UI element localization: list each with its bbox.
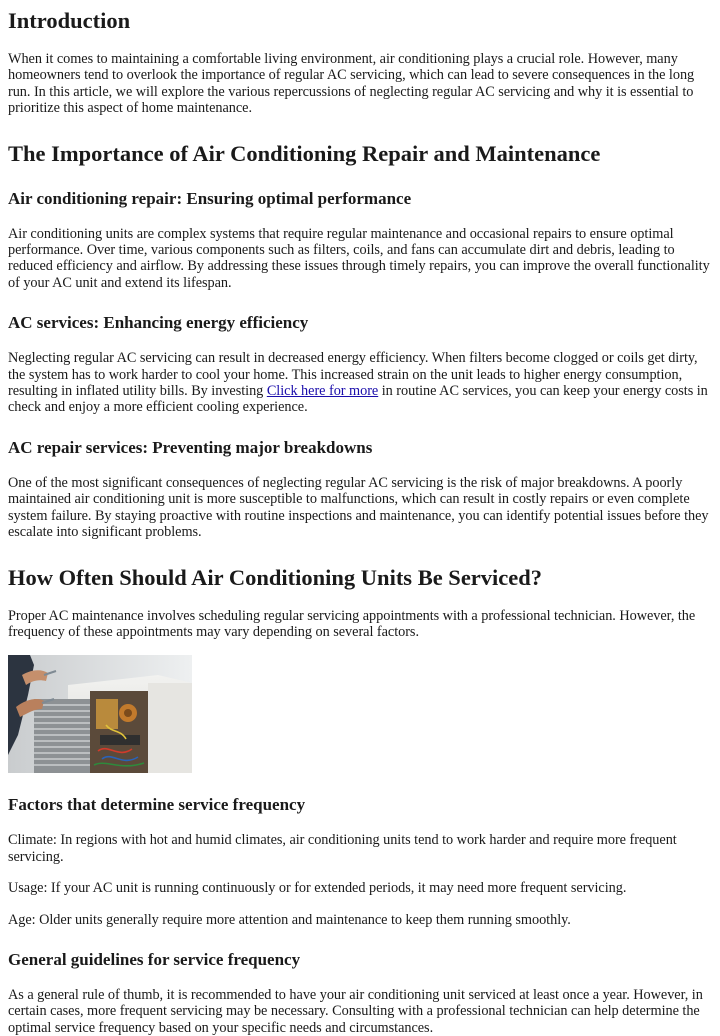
importance-heading: The Importance of Air Conditioning Repair and Maintenance xyxy=(8,140,601,166)
services-text-after: in routine AC services, you can keep your energy costs in check and enjoy a more efficient cooling experience. xyxy=(8,383,708,416)
factors-heading: Factors that determine service frequency xyxy=(8,795,306,815)
services-heading: AC services: Enhancing energy efficiency xyxy=(8,313,309,333)
repair-heading: Air conditioning repair: Ensuring optimal performance xyxy=(8,188,412,208)
click-here-link[interactable]: Click here for more xyxy=(266,383,379,400)
guidelines-paragraph: As a general rule of thumb, it is recommended to have your air conditioning unit serviced at least once a year. However, in certain cases, more frequent servicing may be necessary. Consulting with a professional technician can help determine the optimal service frequency based on your specific needs and circumstances. xyxy=(8,986,703,1036)
ac-technician-image xyxy=(8,655,192,773)
factor-age: Age: Older units generally require more attention and maintenance to keep them running smoothly. xyxy=(8,911,571,928)
breakdowns-heading: AC repair services: Preventing major breakdowns xyxy=(8,437,373,457)
breakdowns-paragraph: One of the most significant consequences of neglecting regular AC servicing is the risk of major breakdowns. A poorly maintained air conditioning unit is more susceptible to malfunctions, which can result in costly repairs or even complete system failure. By staying proactive with routine inspections and maintenance, you can identify potential issues before they escalate into significant problems. xyxy=(8,474,709,541)
repair-paragraph: Air conditioning units are complex systems that require regular maintenance and occasional repairs to ensure optimal performance. Over time, various components such as filters, coils, and fans can accumulate dirt and debris, leading to reduced efficiency and airflow. By addressing these issues through timely repairs, you can improve the overall functionality of your AC unit and extend its lifespan. xyxy=(8,225,710,291)
services-text-before: Neglecting regular AC servicing can result in decreased energy efficiency. When filters become clogged or coils get dirty, the system has to work harder to cool your home. This increased strain on the unit leads to higher energy consumption, resulting in inflated utility bills. By investing xyxy=(8,350,698,400)
article xyxy=(0,8,720,1036)
frequency-heading: How Often Should Air Conditioning Units Be Serviced? xyxy=(8,564,543,590)
factor-usage: Usage: If your AC unit is running continuously or for extended periods, it may need more frequent servicing. xyxy=(8,880,627,897)
guidelines-heading: General guidelines for service frequency xyxy=(8,949,301,969)
frequency-intro-paragraph: Proper AC maintenance involves scheduling regular servicing appointments with a professional technician. However, the frequency of these appointments may vary depending on several factors. xyxy=(8,607,696,640)
services-paragraph xyxy=(8,350,712,416)
intro-heading: Introduction xyxy=(8,8,131,33)
factor-climate: Climate: In regions with hot and humid climates, air conditioning units tend to work harder and require more frequent servicing. xyxy=(8,832,677,865)
intro-paragraph: When it comes to maintaining a comfortable living environment, air conditioning plays a crucial role. However, many homeowners tend to overlook the importance of regular AC servicing, which can lead to severe consequences in the long run. In this article, we will explore the various repercussions of neglecting regular AC servicing and why it is essential to prioritize this aspect of home maintenance. xyxy=(8,51,695,117)
